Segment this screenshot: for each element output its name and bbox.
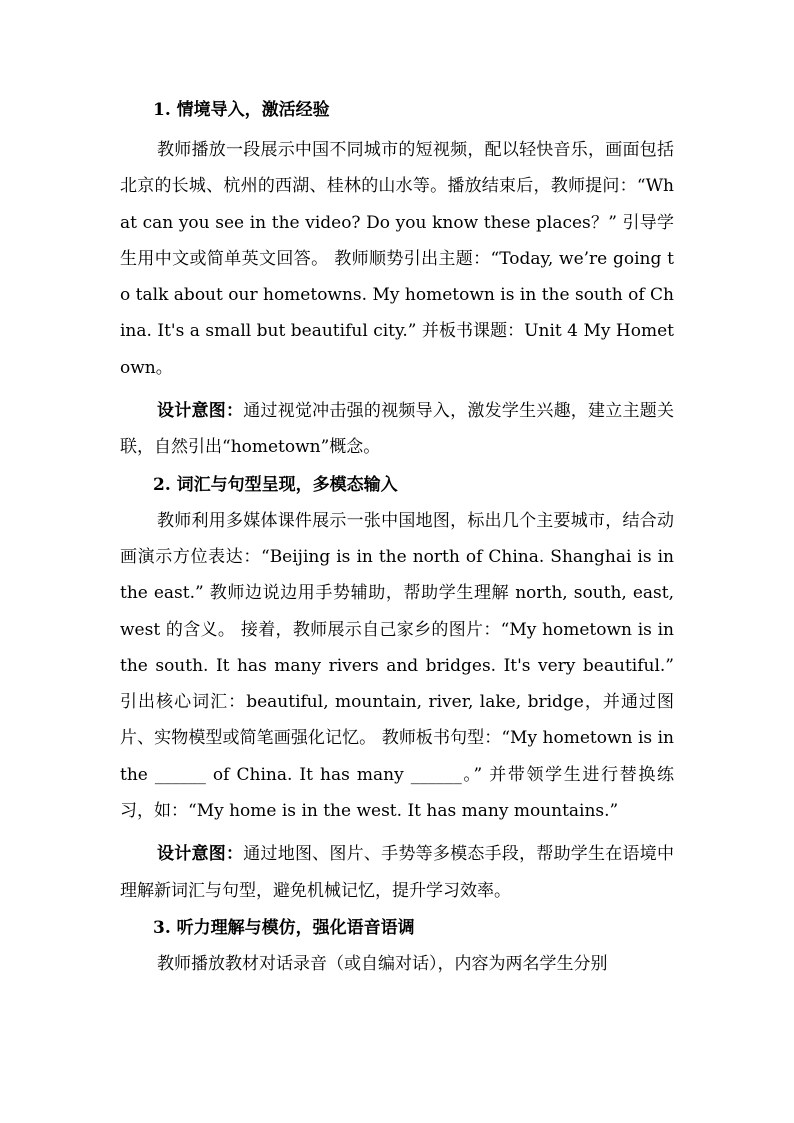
design-intent-label: 设计意图： <box>157 401 244 422</box>
section-3-paragraph: 教师播放教材对话录音（或自编对话），内容为两名学生分别 <box>157 953 608 974</box>
design-intent-label: 设计意图： <box>157 844 244 865</box>
design-intent-text: 通过地图、图片、手势等多模态手段，帮助学生在语境中理解新词汇与句型，避免机械记忆，提升学习效率。 <box>120 844 675 901</box>
section-2-paragraph: 教师利用多媒体课件展示一张中国地图，标出几个主要城市，结合动画演示方位表达：“Beijing is in the north of China. Shanghai is in the east.” 教师边说边用手势辅助，帮助学生理解 north, south, east, west 的含义。 接着，教师展示自己家乡的图片：“My hometown is in the south. It has many rivers and bridges. It's very beautiful.” 引出核心词汇：beautiful, mountain, river, lake, bridge，并通过图片、实物模型或简笔画强化记忆。 教师板书句型：“My hometown is in the ______ of China. It has many ______。” 并带领学生进行替换练习，如：“My home is in the west. It has many mountains.” <box>120 510 674 822</box>
section-1-design-intent <box>120 393 674 466</box>
section-heading-1: 1. 情境导入，激活经验 <box>153 100 330 120</box>
design-intent-text: 通过视觉冲击强的视频导入，激发学生兴趣，建立主题关联，自然引出“hometown”概念。 <box>120 401 675 458</box>
section-1-paragraph: 教师播放一段展示中国不同城市的短视频，配以轻快音乐，画面包括北京的长城、杭州的西湖、桂林的山水等。播放结束后，教师提问：“What can you see in the video? Do you know these places？” 引导学生用中文或简单英文回答。 教师顺势引出主题：“Today, we’re going to talk about our hometowns. My hometown is in the south of China. It's a small but beautiful city.” 并板书课题：Unit 4 My Hometown。 <box>120 140 674 378</box>
document-page <box>120 88 674 982</box>
section-heading-3: 3. 听力理解与模仿，强化语音语调 <box>153 917 415 938</box>
section-2-design-intent <box>120 836 674 909</box>
section-heading-2: 2. 词汇与句型呈现，多模态输入 <box>153 474 398 495</box>
